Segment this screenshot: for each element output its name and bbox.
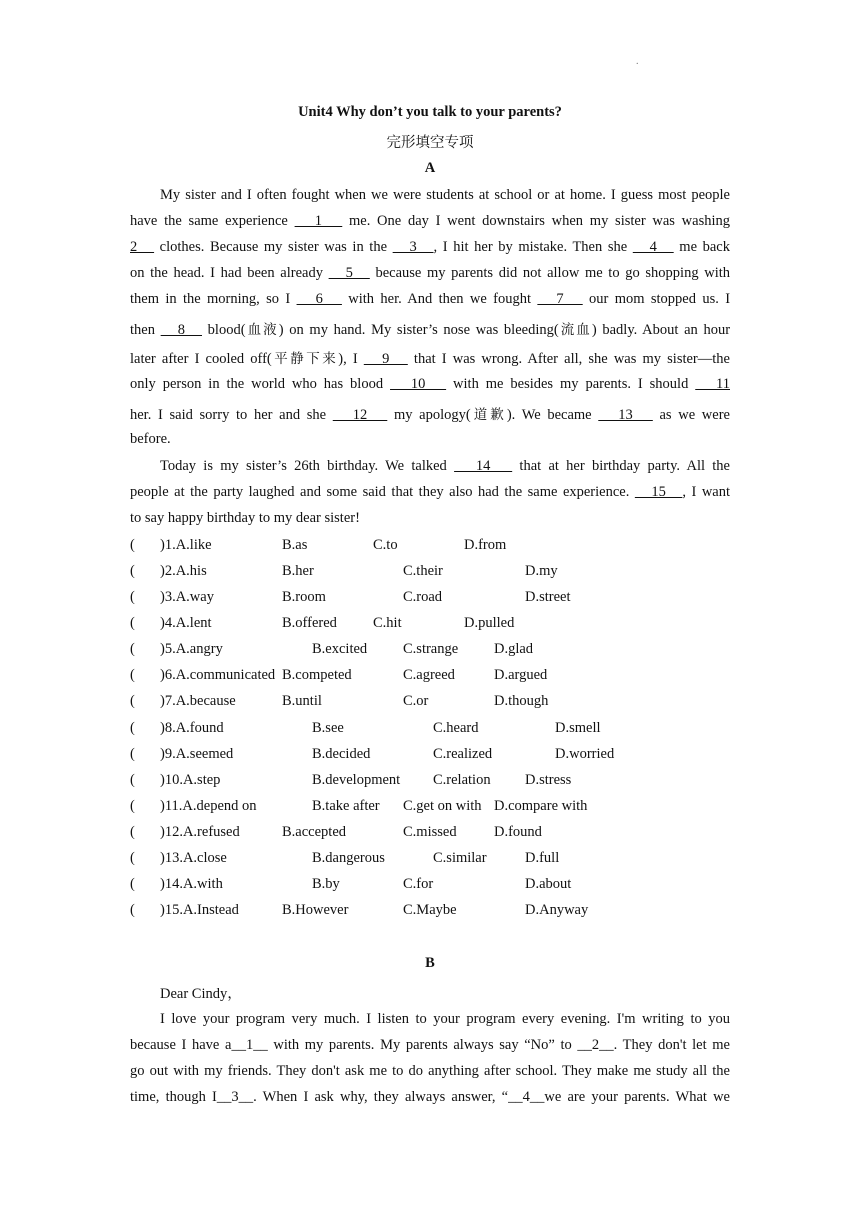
blank: __1__ xyxy=(231,1037,268,1053)
passage-b-line: go out with my friends. They don't ask me to do anything after school. They make me study all the xyxy=(130,1063,730,1079)
header-mark: . xyxy=(636,56,639,67)
question-row: ( )5.A.angry B.excited C.strange D.glad xyxy=(130,641,534,657)
question-row: ( )8.A.found B.see C.heard D.smell xyxy=(130,720,601,736)
blank: 5 xyxy=(328,265,370,281)
blank: 6 xyxy=(296,291,342,307)
blank: 8 xyxy=(160,322,202,338)
blank: 9 xyxy=(363,351,408,367)
blank: 3 xyxy=(392,239,434,255)
blank: 10 xyxy=(390,376,447,392)
passage-a-line: then 8 blood(血液) on my hand. My sister’s nose was bleeding(流血) badly. About an hour xyxy=(130,322,731,338)
passage-a-line: people at the party laughed and some said that they also had the same experience. 15 , I want xyxy=(130,484,731,500)
blank: 12 xyxy=(332,407,388,423)
question-row: ( )7.A.because B.until C.or D.though xyxy=(130,693,549,709)
passage-a-line: before. xyxy=(130,431,171,447)
page-title: Unit4 Why don’t you talk to your parents? xyxy=(298,104,562,120)
question-row: ( )6.A.communicated B.competed C.agreed D.argued xyxy=(130,667,548,683)
section-a-heading: A xyxy=(424,160,436,176)
blank: 11 xyxy=(695,376,730,392)
section-b-heading: B xyxy=(425,955,435,971)
passage-b-greeting: Dear Cindy， xyxy=(160,986,242,1002)
passage-b-line: time, though I__3__. When I ask why, they always answer, “__4__we are your parents. What we xyxy=(130,1089,730,1105)
blank: 13 xyxy=(598,407,653,423)
blank: __3__ xyxy=(216,1089,254,1105)
passage-a-line: only person in the world who has blood 10 with me besides my parents. I should 11 xyxy=(130,376,730,392)
question-row: ( )4.A.lent B.offered C.hit D.pulled xyxy=(130,615,515,631)
question-row: ( )12.A.refused B.accepted C.missed D.found xyxy=(130,824,542,840)
blank: 7 xyxy=(537,291,583,307)
passage-a-line: have the same experience 1 me. One day I went downstairs when my sister was washing xyxy=(130,213,731,229)
question-row: ( )10.A.step B.development C.relation D.stress xyxy=(130,772,572,788)
question-row: ( )1.A.like B.as C.to D.from xyxy=(130,537,507,553)
question-row: ( )2.A.his B.her C.their D.my xyxy=(130,563,558,579)
passage-a-line: My sister and I often fought when we were students at school or at home. I guess most people xyxy=(160,187,730,203)
page-subtitle: 完形填空专项 xyxy=(386,135,474,151)
passage-a-line: to say happy birthday to my dear sister! xyxy=(130,510,360,526)
question-row: ( )14.A.with B.by C.for D.about xyxy=(130,876,572,892)
blank: 1 xyxy=(294,213,343,229)
passage-a-line: Today is my sister’s 26th birthday. We talked 14 that at her birthday party. All the xyxy=(160,458,730,474)
blank: __2__ xyxy=(577,1037,614,1053)
passage-a-line: 2 clothes. Because my sister was in the 3 , I hit her by mistake. Then she 4 me back xyxy=(130,239,730,255)
question-row: ( )9.A.seemed B.decided C.realized D.worried xyxy=(130,746,615,762)
blank: 4 xyxy=(632,239,674,255)
blank: 15 xyxy=(634,484,683,500)
blank: __4__ xyxy=(508,1089,545,1105)
passage-a-line: her. I said sorry to her and she 12 my apology(道歉). We became 13 as we were xyxy=(130,407,730,423)
passage-a-line: later after I cooled off(平静下来), I 9 that I was wrong. After all, she was my sister—the xyxy=(130,351,730,367)
passage-a-line: on the head. I had been already 5 because my parents did not allow me to go shopping with xyxy=(130,265,731,281)
question-row: ( )3.A.way B.room C.road D.street xyxy=(130,589,571,605)
passage-b-line: because I have a__1__ with my parents. My parents always say “No” to __2__. They don't let me xyxy=(130,1037,730,1053)
question-row: ( )11.A.depend on B.take after C.get on with D.compare with xyxy=(130,798,588,814)
blank: 14 xyxy=(454,458,513,474)
question-row: ( )15.A.Instead B.However C.Maybe D.Anyway xyxy=(130,902,589,918)
question-row: ( )13.A.close B.dangerous C.similar D.full xyxy=(130,850,560,866)
blank: 2 xyxy=(130,239,155,255)
passage-a-line: them in the morning, so I 6 with her. And then we fought 7 our mom stopped us. I xyxy=(130,291,731,307)
passage-b-line: I love your program very much. I listen to your program every evening. I'm writing to you xyxy=(160,1011,730,1027)
